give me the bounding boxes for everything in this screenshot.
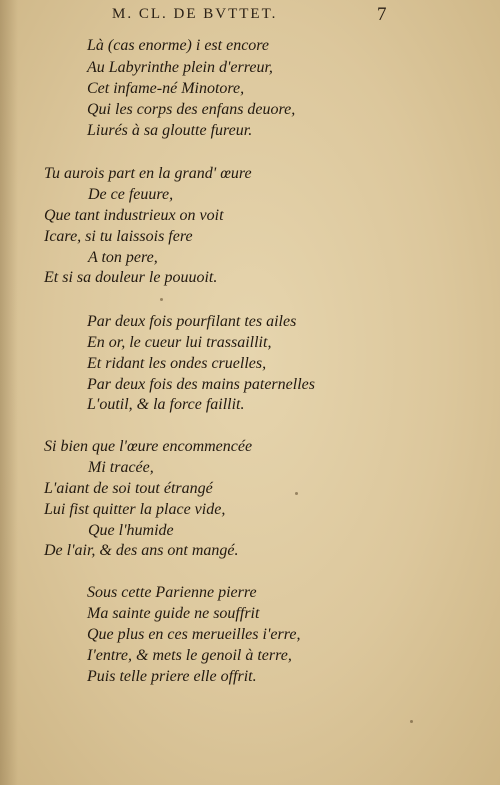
verse-line: De l'air, & des ans ont mangé. (44, 542, 239, 559)
verse-line: En or, le cueur lui trassaillit, (87, 334, 272, 351)
verse-line: Au Labyrinthe plein d'erreur, (87, 59, 273, 76)
paper-speck (160, 298, 163, 301)
verse-line: A ton pere, (88, 249, 158, 266)
verse-line: Puis telle priere elle offrit. (87, 668, 257, 685)
verse-line: Qui les corps des enfans deuore, (87, 101, 296, 118)
verse-line: Que tant industrieux on voit (44, 207, 224, 224)
verse-line: De ce feuure, (88, 186, 174, 203)
verse-line: Sous cette Parienne pierre (87, 584, 257, 601)
verse-line: Mi tracée, (88, 459, 154, 476)
verse-line: Par deux fois pourfilant tes ailes (87, 313, 297, 330)
verse-line: Par deux fois des mains paternelles (87, 376, 315, 393)
verse-line: Tu aurois part en la grand' œure (44, 165, 252, 182)
paper-speck (410, 720, 413, 723)
verse-line: I'entre, & mets le genoil à terre, (87, 647, 292, 664)
verse-line: Si bien que l'œure encommencée (44, 438, 253, 455)
verse-line: Là (cas enorme) i est encore (87, 37, 270, 54)
verse-line: Liurés à sa gloutte fureur. (87, 122, 253, 139)
verse-line: Cet infame-né Minotore, (87, 80, 245, 97)
verse-line: Que l'humide (88, 522, 174, 539)
verse-line: L'outil, & la force faillit. (87, 396, 245, 413)
verse-line: Que plus en ces merueilles i'erre, (87, 626, 301, 643)
running-head (0, 6, 500, 26)
paper-speck (295, 492, 298, 495)
verse-line: Et ridant les ondes cruelles, (87, 355, 267, 372)
running-head-author: M. CL. DE BVTTET. (112, 6, 278, 22)
verse-line: Ma sainte guide ne souffrit (87, 605, 260, 622)
verse-line: Lui fist quitter la place vide, (44, 501, 226, 518)
verse-line: L'aiant de soi tout étrangé (44, 480, 213, 497)
verse-line: Icare, si tu laissois fere (44, 228, 193, 245)
page-number: 7 (377, 4, 387, 25)
verse-line: Et si sa douleur le pouuoit. (44, 269, 218, 286)
